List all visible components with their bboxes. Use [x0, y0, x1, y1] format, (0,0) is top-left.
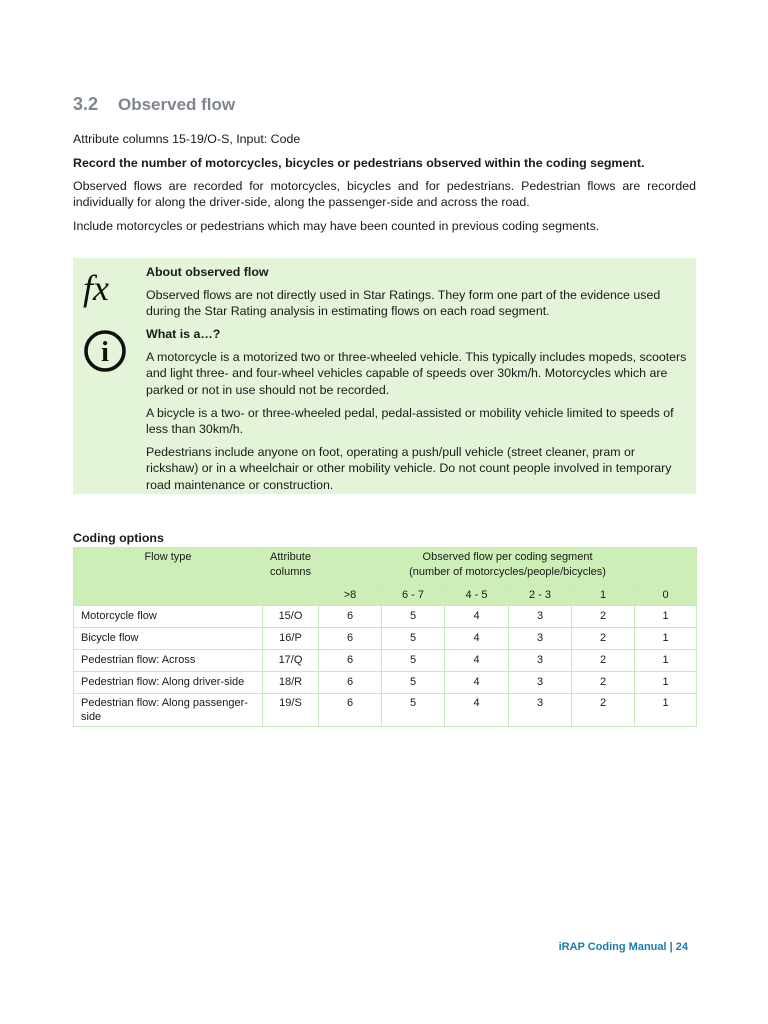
code-cell: 3	[509, 628, 572, 650]
paragraph-1: Observed flows are recorded for motorcycles, bicycles and for pedestrians. Pedestrian flows are recorded individually for along the driver-side, along the passenger-side and across the road.	[73, 179, 696, 210]
svg-text:fx: fx	[83, 268, 109, 308]
coding-table	[73, 547, 697, 727]
range-header: 0	[635, 586, 697, 606]
attribute-line: Attribute columns 15-19/O-S, Input: Code	[73, 132, 301, 146]
attribute-cell: 17/Q	[263, 650, 319, 672]
table-row	[74, 672, 697, 694]
table-row	[74, 628, 697, 650]
info-callout	[73, 258, 696, 494]
attribute-cell: 19/S	[263, 694, 319, 727]
code-cell: 3	[509, 694, 572, 727]
table-row	[74, 694, 697, 727]
range-header: 2 - 3	[509, 586, 572, 606]
code-cell: 2	[572, 694, 635, 727]
code-cell: 2	[572, 650, 635, 672]
attribute-cell: 16/P	[263, 628, 319, 650]
code-cell: 6	[319, 672, 382, 694]
code-cell: 3	[509, 606, 572, 628]
range-header: 4 - 5	[445, 586, 509, 606]
code-cell: 2	[572, 606, 635, 628]
code-cell: 1	[635, 672, 697, 694]
about-title: About observed flow	[146, 265, 269, 279]
code-cell: 5	[382, 672, 445, 694]
code-cell: 5	[382, 606, 445, 628]
paragraph-2: Include motorcycles or pedestrians which may have been counted in previous coding segments.	[73, 219, 600, 233]
header-attribute-columns: Attribute columns	[263, 548, 319, 606]
pedestrian-definition: Pedestrians include anyone on foot, operating a push/pull vehicle (street cleaner, pram or rickshaw) or in a wheelchair or other mobility vehicle. Do not count people involved in temporary road maintenance or construction.	[146, 445, 672, 492]
code-cell: 1	[635, 694, 697, 727]
code-cell: 1	[635, 606, 697, 628]
flow-type-cell: Bicycle flow	[74, 628, 263, 650]
attribute-cell: 15/O	[263, 606, 319, 628]
page-footer: iRAP Coding Manual | 24	[558, 941, 688, 953]
range-header: >8	[319, 586, 382, 606]
header-flow-type: Flow type	[74, 548, 263, 606]
header-observed-line-1: Observed flow per coding segment	[422, 551, 593, 563]
code-cell: 6	[319, 650, 382, 672]
code-cell: 1	[635, 650, 697, 672]
code-cell: 4	[445, 606, 509, 628]
table-row	[74, 650, 697, 672]
code-cell: 4	[445, 672, 509, 694]
section-number: 3.2	[73, 94, 99, 114]
section-heading	[73, 94, 235, 115]
code-cell: 4	[445, 628, 509, 650]
code-cell: 5	[382, 694, 445, 727]
code-cell: 4	[445, 650, 509, 672]
table-row	[74, 606, 697, 628]
about-text: Observed flows are not directly used in Star Ratings. They form one part of the evidence used during the Star Rating analysis in estimating flows on each road segment.	[146, 288, 661, 319]
code-cell: 2	[572, 628, 635, 650]
code-cell: 1	[635, 628, 697, 650]
code-cell: 6	[319, 606, 382, 628]
coding-options-title: Coding options	[73, 531, 164, 545]
header-observed-line-2: (number of motorcycles/people/bicycles)	[409, 566, 606, 578]
range-header: 6 - 7	[382, 586, 445, 606]
code-cell: 5	[382, 650, 445, 672]
code-cell: 6	[319, 628, 382, 650]
code-cell: 6	[319, 694, 382, 727]
info-icon	[81, 328, 129, 374]
header-observed-flow	[319, 548, 697, 586]
flow-type-cell: Pedestrian flow: Across	[74, 650, 263, 672]
flow-type-cell: Pedestrian flow: Along driver-side	[74, 672, 263, 694]
code-cell: 3	[509, 650, 572, 672]
formula-fx-icon	[81, 266, 129, 310]
code-cell: 3	[509, 672, 572, 694]
flow-type-cell: Pedestrian flow: Along passenger-side	[74, 694, 263, 727]
range-header: 1	[572, 586, 635, 606]
attribute-cell: 18/R	[263, 672, 319, 694]
flow-type-cell: Motorcycle flow	[74, 606, 263, 628]
instruction-text: Record the number of motorcycles, bicycles or pedestrians observed within the coding segment.	[73, 156, 645, 170]
code-cell: 4	[445, 694, 509, 727]
code-cell: 5	[382, 628, 445, 650]
svg-text:i: i	[101, 337, 109, 368]
motorcycle-definition: A motorcycle is a motorized two or three-wheeled vehicle. This typically includes mopeds, scooters and light three- and four-wheel vehicles capable of speeds over 30km/h. Motorcycles which are parked or not in use should not be recorded.	[146, 350, 687, 397]
whatis-title: What is a…?	[146, 327, 221, 341]
bicycle-definition: A bicycle is a two- or three-wheeled pedal, pedal-assisted or mobility vehicle limited to speeds of less than 30km/h.	[146, 406, 674, 437]
code-cell: 2	[572, 672, 635, 694]
section-title: Observed flow	[118, 95, 236, 114]
